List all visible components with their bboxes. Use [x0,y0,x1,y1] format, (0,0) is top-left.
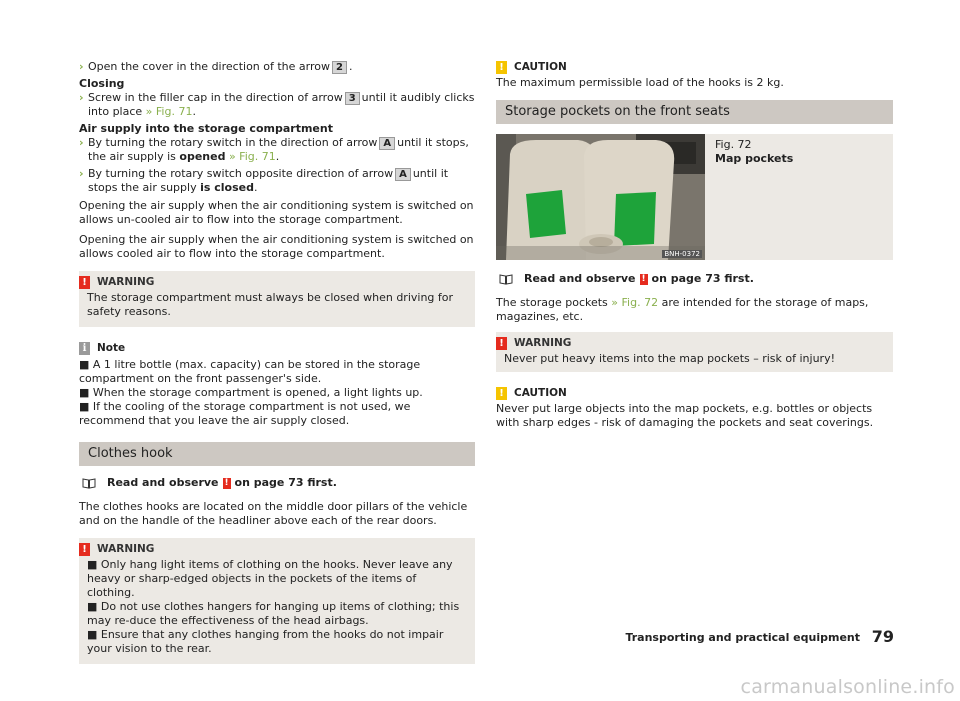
paragraph-clothes-hooks: The clothes hooks are located on the middle door pillars of the vehicle and on the handle of the headliner above each of the rear doors. [79,500,468,527]
section-heading-clothes-hook: Clothes hook [79,442,475,466]
note-bullet: ■ When the storage compartment is opened, a light lights up. [79,386,423,399]
warning-text: The storage compartment must always be closed when driving for safety reasons. [87,291,454,318]
page-number: 79 [871,627,894,646]
warning-heading: WARNING [97,543,155,555]
map-pockets-image [496,134,705,260]
arrow-key-2: 2 [332,61,347,74]
warning-text: Never put heavy items into the map pockets – risk of injury! [504,352,835,365]
step-open-cover: › Open the cover in the direction of the arrow 2 . [79,60,353,73]
fig-71-link[interactable]: » Fig. 71 [145,105,193,118]
chevron-right-icon: › [79,167,84,180]
watermark: carmanualsonline.info [740,676,955,698]
warning-box-storage [79,271,475,327]
chevron-right-icon: › [79,60,84,73]
step-turn-open: › By turning the rotary switch in the direction of arrow A until it stops, the air supply is opened » Fig. 71. [79,136,469,163]
warning-heading: WARNING [514,337,572,349]
warning-bullet: ■ Ensure that any clothes hanging from the hooks do not impair your vision to the rear. [87,628,444,655]
fig-72-link[interactable]: » Fig. 72 [611,296,659,309]
read-observe-line: Read and observe ! on page 73 first. [496,272,893,286]
exclamation-icon: ! [496,387,507,400]
caution-block-hooks [496,60,893,90]
book-icon [499,274,513,285]
warning-bullet: ■ Do not use clothes hangers for hanging up items of clothing; this may re-duce the effectiveness of the head airbags. [87,600,460,627]
left-column [79,60,475,678]
step-turn-close: › By turning the rotary switch opposite direction of arrow A until it stops the air supply is closed. [79,167,449,194]
arrow-key-a: A [379,137,395,150]
note-block [79,341,475,428]
seat-illustration [496,134,705,260]
chapter-title: Transporting and practical equipment [625,631,860,644]
warning-box-map-pockets [496,332,893,372]
note-heading: Note [97,342,126,354]
caution-text: Never put large objects into the map pockets, e.g. bottles or objects with sharp edges - risk of damaging the pockets and seat coverings. [496,402,874,429]
warning-bullet: ■ Only hang light items of clothing on the hooks. Never leave any heavy or sharp-edged objects in the pockets of the items of clothing. [87,558,453,599]
exclamation-icon: ! [496,61,507,74]
arrow-key-a: A [395,168,411,181]
closing-heading: Closing [79,77,125,90]
air-supply-heading: Air supply into the storage compartment [79,122,333,135]
paragraph-storage-pockets: The storage pockets » Fig. 72 are intended for the storage of maps, magazines, etc. [496,296,869,323]
right-column [496,60,893,430]
exclamation-icon: ! [496,337,507,350]
exclamation-icon: ! [79,543,90,556]
paragraph-uncooled: Opening the air supply when the air conditioning system is switched on allows un-cooled air to flow into the storage compartment. [79,199,474,226]
info-icon: i [79,342,90,355]
warning-box-clothes [79,538,475,664]
caution-text: The maximum permissible load of the hooks is 2 kg. [496,76,784,89]
image-code: BNH-0372 [664,250,700,258]
exclamation-icon: ! [79,276,90,289]
chevron-right-icon: › [79,91,84,104]
warning-heading: WARNING [97,276,155,288]
exclamation-icon: ! [641,273,646,284]
section-heading-storage-pockets: Storage pockets on the front seats [496,100,893,124]
page-73-link[interactable]: on page 73 first. [651,272,754,285]
arrow-key-3: 3 [345,92,360,105]
note-bullet: ■ If the cooling of the storage compartment is not used, we recommend that you leave the air supply closed. [79,400,411,427]
note-bullet: ■ A 1 litre bottle (max. capacity) can be stored in the storage compartment on the front passenger's side. [79,358,421,385]
book-icon [82,478,96,489]
page-73-link[interactable]: on page 73 first. [234,476,337,489]
figure-72 [496,134,893,260]
figure-caption [705,134,793,260]
figure-title: Map pockets [715,152,794,165]
caution-heading: CAUTION [514,61,567,73]
exclamation-icon: ! [224,477,229,488]
read-observe-line: Read and observe ! on page 73 first. [79,476,475,490]
fig-71-link[interactable]: » Fig. 71 [228,150,276,163]
figure-number: Fig. 72 [715,138,752,151]
caution-heading: CAUTION [514,387,567,399]
caution-block-pockets [496,386,893,430]
chevron-right-icon: › [79,136,84,149]
step-screw-cap: › Screw in the filler cap in the direction of arrow 3 until it audibly clicks into place » Fig. 71. [79,91,475,118]
paragraph-cooled: Opening the air supply when the air conditioning system is switched on allows cooled air to flow into the storage compartment. [79,233,474,260]
